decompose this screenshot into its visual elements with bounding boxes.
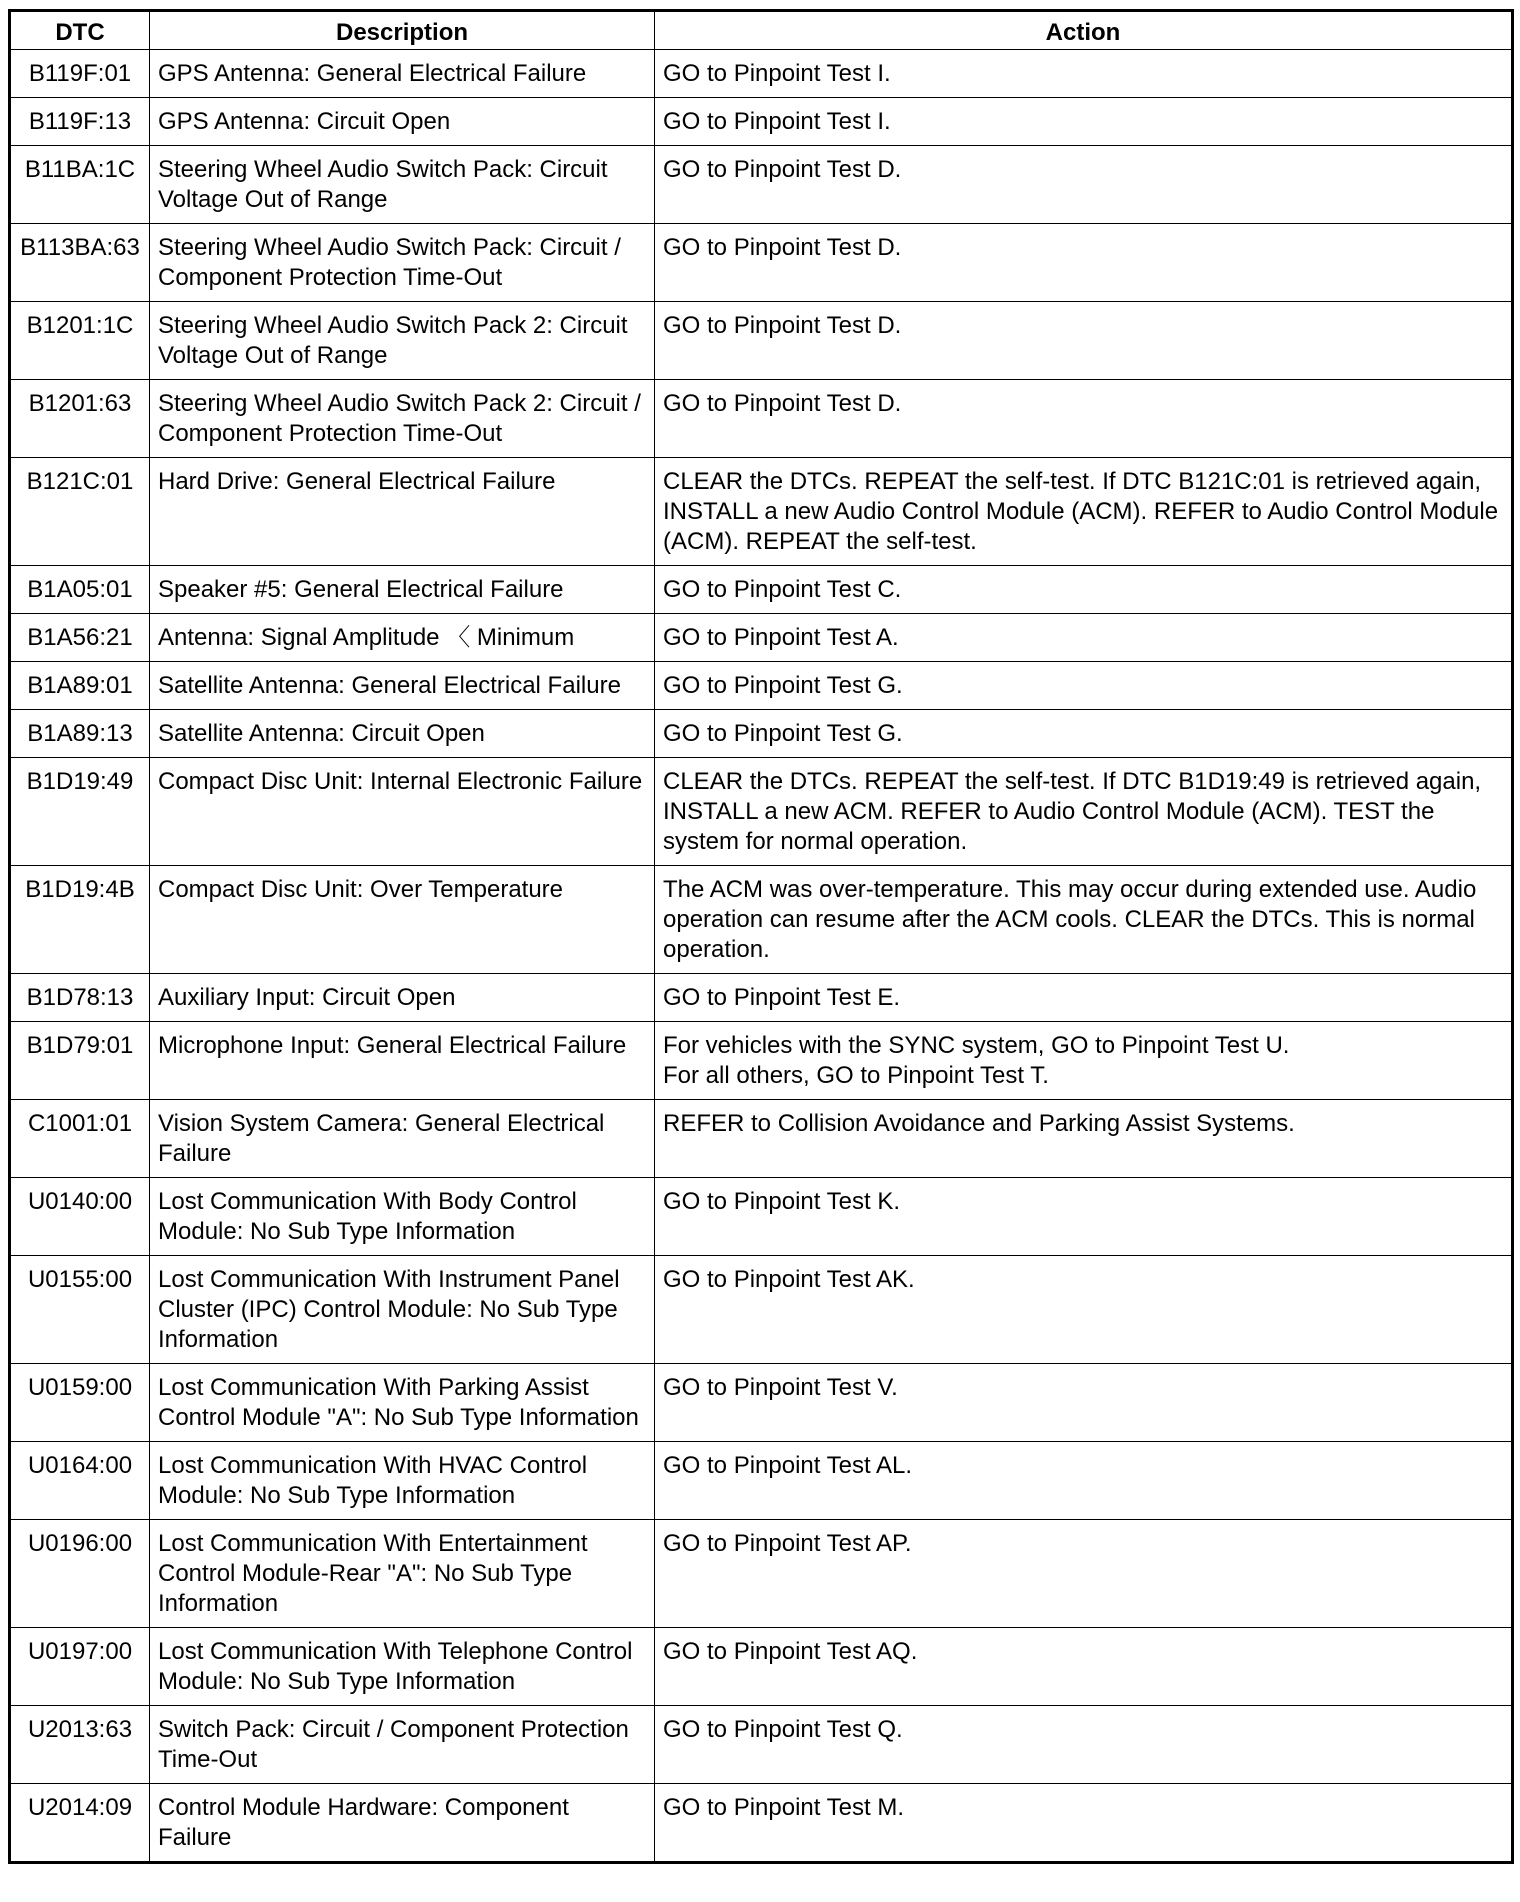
description-cell: Steering Wheel Audio Switch Pack: Circuit Voltage Out of Range (150, 146, 655, 224)
action-text: GO to Pinpoint Test C. (663, 576, 902, 603)
dtc-code-cell: B113BA:63 (10, 224, 150, 302)
table-row (10, 1520, 1513, 1628)
description-cell: GPS Antenna: General Electrical Failure (150, 50, 655, 98)
action-text: The ACM was over-temperature. This may occur during extended use. Audio operation can resume after the ACM cools. CLEAR the DTCs. This is normal operation. (663, 876, 1477, 963)
dtc-code-cell: B1D19:49 (10, 758, 150, 866)
action-text: GO to Pinpoint Test G. (663, 672, 903, 699)
action-text: CLEAR the DTCs. REPEAT the self-test. If DTC B121C:01 is retrieved again, INSTALL a new Audio Control Module (ACM). REFER to Audio Control Module (ACM). REPEAT the self-test. (663, 468, 1499, 555)
action-text: GO to Pinpoint Test I. (663, 108, 891, 135)
table-row (10, 662, 1513, 710)
description-cell: Compact Disc Unit: Internal Electronic Failure (150, 758, 655, 866)
description-cell: Steering Wheel Audio Switch Pack: Circuit / Component Protection Time-Out (150, 224, 655, 302)
table-row (10, 380, 1513, 458)
table-row (10, 1706, 1513, 1784)
action-text: GO to Pinpoint Test D. (663, 156, 902, 183)
action-cell (655, 1628, 1513, 1706)
dtc-code-cell: B1A05:01 (10, 566, 150, 614)
action-text: REFER to Collision Avoidance and Parking Assist Systems. (663, 1110, 1295, 1137)
dtc-code-cell: B11BA:1C (10, 146, 150, 224)
dtc-code-cell: B1A89:01 (10, 662, 150, 710)
action-cell (655, 302, 1513, 380)
action-cell (655, 662, 1513, 710)
description-cell: Lost Communication With Telephone Control Module: No Sub Type Information (150, 1628, 655, 1706)
action-text: GO to Pinpoint Test AL. (663, 1452, 913, 1479)
action-cell (655, 566, 1513, 614)
table-row (10, 1256, 1513, 1364)
table-row (10, 50, 1513, 98)
description-cell: Lost Communication With HVAC Control Module: No Sub Type Information (150, 1442, 655, 1520)
description-cell: Microphone Input: General Electrical Failure (150, 1022, 655, 1100)
dtc-code-cell: B119F:13 (10, 98, 150, 146)
description-cell: Lost Communication With Instrument Panel Cluster (IPC) Control Module: No Sub Type Information (150, 1256, 655, 1364)
action-cell (655, 866, 1513, 974)
action-text: GO to Pinpoint Test A. (663, 624, 899, 651)
description-cell: Antenna: Signal Amplitude 〈 Minimum (150, 614, 655, 662)
action-cell (655, 146, 1513, 224)
dtc-code-cell: U0196:00 (10, 1520, 150, 1628)
action-text: GO to Pinpoint Test AP. (663, 1530, 912, 1557)
dtc-code-cell: B121C:01 (10, 458, 150, 566)
dtc-code-cell: U0164:00 (10, 1442, 150, 1520)
action-cell (655, 710, 1513, 758)
dtc-code-cell: B1A56:21 (10, 614, 150, 662)
action-cell (655, 1784, 1513, 1863)
action-cell (655, 1100, 1513, 1178)
action-cell (655, 1022, 1513, 1100)
dtc-code-cell: B1D19:4B (10, 866, 150, 974)
description-cell: Compact Disc Unit: Over Temperature (150, 866, 655, 974)
table-row (10, 866, 1513, 974)
action-cell (655, 1178, 1513, 1256)
table-header (10, 11, 1513, 50)
table-row (10, 302, 1513, 380)
table-row (10, 146, 1513, 224)
action-cell (655, 1442, 1513, 1520)
table-row (10, 1022, 1513, 1100)
description-cell: Steering Wheel Audio Switch Pack 2: Circuit Voltage Out of Range (150, 302, 655, 380)
table-row (10, 1442, 1513, 1520)
description-cell: Lost Communication With Parking Assist Control Module "A": No Sub Type Information (150, 1364, 655, 1442)
action-cell (655, 1520, 1513, 1628)
table-row (10, 1100, 1513, 1178)
dtc-code-cell: B1201:63 (10, 380, 150, 458)
action-text: GO to Pinpoint Test E. (663, 984, 901, 1011)
action-text: CLEAR the DTCs. REPEAT the self-test. If DTC B1D19:49 is retrieved again, INSTALL a new ACM. REFER to Audio Control Module (ACM). TEST the system for normal operation. (663, 768, 1482, 855)
header-row (10, 11, 1513, 50)
action-text: GO to Pinpoint Test K. (663, 1188, 901, 1215)
action-text: GO to Pinpoint Test G. (663, 720, 903, 747)
action-cell (655, 50, 1513, 98)
table-row (10, 710, 1513, 758)
action-text: GO to Pinpoint Test M. (663, 1794, 904, 1821)
description-cell: Lost Communication With Entertainment Control Module-Rear "A": No Sub Type Information (150, 1520, 655, 1628)
dtc-code-cell: U2013:63 (10, 1706, 150, 1784)
description-cell: Switch Pack: Circuit / Component Protection Time-Out (150, 1706, 655, 1784)
action-cell (655, 614, 1513, 662)
description-cell: Auxiliary Input: Circuit Open (150, 974, 655, 1022)
action-text: GO to Pinpoint Test AQ. (663, 1638, 918, 1665)
dtc-code-cell: B1D78:13 (10, 974, 150, 1022)
description-cell: Satellite Antenna: Circuit Open (150, 710, 655, 758)
table-row (10, 974, 1513, 1022)
action-cell (655, 974, 1513, 1022)
action-text: GO to Pinpoint Test Q. (663, 1716, 903, 1743)
table-row (10, 566, 1513, 614)
action-text: GO to Pinpoint Test I. (663, 60, 891, 87)
action-cell (655, 98, 1513, 146)
action-text: GO to Pinpoint Test D. (663, 312, 902, 339)
description-cell: Hard Drive: General Electrical Failure (150, 458, 655, 566)
description-cell: Satellite Antenna: General Electrical Failure (150, 662, 655, 710)
dtc-code-cell: B1D79:01 (10, 1022, 150, 1100)
table-row (10, 1178, 1513, 1256)
dtc-code-cell: U2014:09 (10, 1784, 150, 1863)
action-text: GO to Pinpoint Test V. (663, 1374, 898, 1401)
dtc-table (8, 9, 1514, 1864)
action-cell (655, 758, 1513, 866)
action-cell (655, 458, 1513, 566)
dtc-code-cell: B1201:1C (10, 302, 150, 380)
table-row (10, 1628, 1513, 1706)
action-cell (655, 224, 1513, 302)
action-cell (655, 380, 1513, 458)
description-cell: Speaker #5: General Electrical Failure (150, 566, 655, 614)
table-row (10, 224, 1513, 302)
table-row (10, 458, 1513, 566)
dtc-code-cell: C1001:01 (10, 1100, 150, 1178)
table-row (10, 758, 1513, 866)
table-row (10, 1364, 1513, 1442)
table-body (10, 50, 1513, 1863)
action-cell (655, 1364, 1513, 1442)
action-text: GO to Pinpoint Test AK. (663, 1266, 915, 1293)
dtc-code-cell: B119F:01 (10, 50, 150, 98)
table-row (10, 98, 1513, 146)
description-cell: Vision System Camera: General Electrical Failure (150, 1100, 655, 1178)
dtc-code-cell: U0140:00 (10, 1178, 150, 1256)
action-text: For vehicles with the SYNC system, GO to Pinpoint Test U. (663, 1032, 1290, 1059)
action-cell (655, 1256, 1513, 1364)
header-dtc: DTC (10, 11, 150, 50)
table-row (10, 1784, 1513, 1863)
description-cell: Control Module Hardware: Component Failure (150, 1784, 655, 1863)
header-description: Description (150, 11, 655, 50)
dtc-code-cell: U0155:00 (10, 1256, 150, 1364)
table-row (10, 614, 1513, 662)
dtc-code-cell: U0197:00 (10, 1628, 150, 1706)
dtc-code-cell: B1A89:13 (10, 710, 150, 758)
action-cell (655, 1706, 1513, 1784)
description-cell: Lost Communication With Body Control Module: No Sub Type Information (150, 1178, 655, 1256)
description-cell: Steering Wheel Audio Switch Pack 2: Circuit / Component Protection Time-Out (150, 380, 655, 458)
description-cell: GPS Antenna: Circuit Open (150, 98, 655, 146)
header-action: Action (655, 11, 1513, 50)
dtc-code-cell: U0159:00 (10, 1364, 150, 1442)
action-text: For all others, GO to Pinpoint Test T. (663, 1062, 1049, 1089)
action-text: GO to Pinpoint Test D. (663, 390, 902, 417)
action-text: GO to Pinpoint Test D. (663, 234, 902, 261)
